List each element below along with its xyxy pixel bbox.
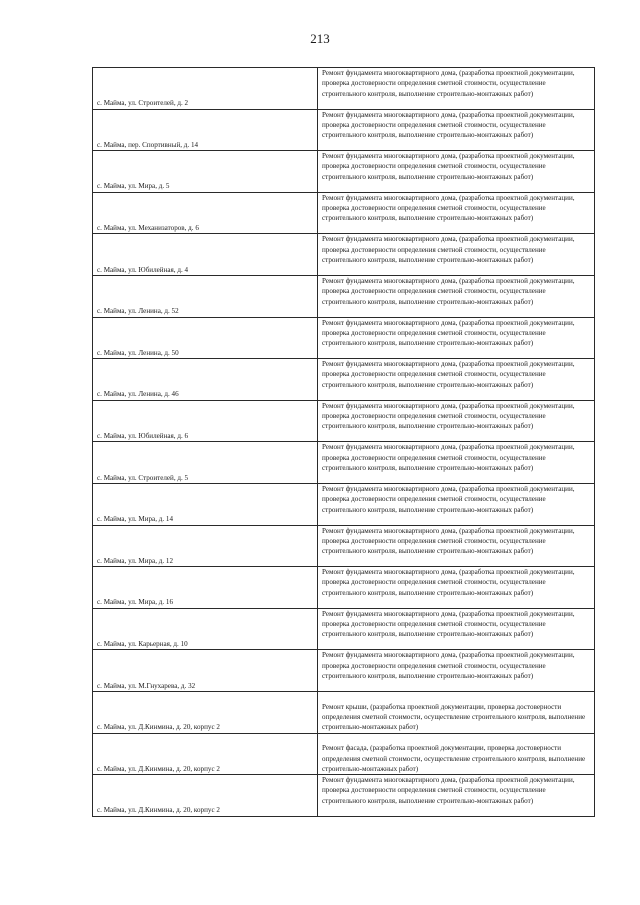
work-description-cell: Ремонт фундамента многоквартирного дома, (разработка проектной документации, проверка достоверности определения сметной стоимости, осуществление строительного контроля, выполнение строительно-монтажных работ) — [318, 525, 595, 567]
table-row — [93, 567, 595, 609]
work-description-cell: Ремонт фундамента многоквартирного дома, (разработка проектной документации, проверка достоверности определения сметной стоимости, осуществление строительного контроля, выполнение строительно-монтажных работ) — [318, 650, 595, 692]
address-cell: с. Майма, пер. Спортивный, д. 14 — [93, 109, 318, 151]
table-row — [93, 775, 595, 817]
table-row — [93, 608, 595, 650]
address-cell: с. Майма, ул. Мира, д. 16 — [93, 567, 318, 609]
work-description-cell: Ремонт фундамента многоквартирного дома, (разработка проектной документации, проверка достоверности определения сметной стоимости, осуществление строительного контроля, выполнение строительно-монтажных работ) — [318, 608, 595, 650]
address-cell: с. Майма, ул. М.Гнухарева, д. 32 — [93, 650, 318, 692]
table-row — [93, 359, 595, 401]
table-row — [93, 109, 595, 151]
address-cell: с. Майма, ул. Д.Кинмина, д. 20, корпус 2 — [93, 775, 318, 817]
address-cell: с. Майма, ул. Юбилейная, д. 6 — [93, 400, 318, 442]
address-cell: с. Майма, ул. Мира, д. 12 — [93, 525, 318, 567]
address-cell: с. Майма, ул. Строителей, д. 5 — [93, 442, 318, 484]
work-description-cell: Ремонт фундамента многоквартирного дома, (разработка проектной документации, проверка достоверности определения сметной стоимости, осуществление строительного контроля, выполнение строительно-монтажных работ) — [318, 192, 595, 234]
table-row — [93, 483, 595, 525]
address-cell: с. Майма, ул. Ленина, д. 52 — [93, 275, 318, 317]
work-description-cell: Ремонт фундамента многоквартирного дома, (разработка проектной документации, проверка достоверности определения сметной стоимости, осуществление строительного контроля, выполнение строительно-монтажных работ) — [318, 567, 595, 609]
work-description-cell: Ремонт фундамента многоквартирного дома, (разработка проектной документации, проверка достоверности определения сметной стоимости, осуществление строительного контроля, выполнение строительно-монтажных работ) — [318, 483, 595, 525]
works-table — [92, 67, 595, 817]
table-row — [93, 400, 595, 442]
address-cell: с. Майма, ул. Ленина, д. 50 — [93, 317, 318, 359]
address-cell: с. Майма, ул. Д.Кинмина, д. 20, корпус 2 — [93, 691, 318, 733]
work-description-cell: Ремонт фасада, (разработка проектной документации, проверка достоверности определения сметной стоимости, осуществление строительного контроля, выполнение строительно-монтажных работ) — [318, 733, 595, 775]
table-row — [93, 691, 595, 733]
work-description-cell: Ремонт фундамента многоквартирного дома, (разработка проектной документации, проверка достоверности определения сметной стоимости, осуществление строительного контроля, выполнение строительно-монтажных работ) — [318, 68, 595, 110]
table-row — [93, 68, 595, 110]
address-cell: с. Майма, ул. Строителей, д. 2 — [93, 68, 318, 110]
address-cell: с. Майма, ул. Мира, д. 5 — [93, 151, 318, 193]
address-cell: с. Майма, ул. Карьерная, д. 10 — [93, 608, 318, 650]
table-row — [93, 192, 595, 234]
table-row — [93, 525, 595, 567]
address-cell: с. Майма, ул. Юбилейная, д. 4 — [93, 234, 318, 276]
work-description-cell: Ремонт фундамента многоквартирного дома, (разработка проектной документации, проверка достоверности определения сметной стоимости, осуществление строительного контроля, выполнение строительно-монтажных работ) — [318, 275, 595, 317]
work-description-cell: Ремонт крыши, (разработка проектной документации, проверка достоверности определения сметной стоимости, осуществление строительного контроля, выполнение строительно-монтажных работ) — [318, 691, 595, 733]
table-row — [93, 442, 595, 484]
address-cell: с. Майма, ул. Механизаторов, д. 6 — [93, 192, 318, 234]
work-description-cell: Ремонт фундамента многоквартирного дома, (разработка проектной документации, проверка достоверности определения сметной стоимости, осуществление строительного контроля, выполнение строительно-монтажных работ) — [318, 359, 595, 401]
table-row — [93, 317, 595, 359]
work-description-cell: Ремонт фундамента многоквартирного дома, (разработка проектной документации, проверка достоверности определения сметной стоимости, осуществление строительного контроля, выполнение строительно-монтажных работ) — [318, 317, 595, 359]
address-cell: с. Майма, ул. Мира, д. 14 — [93, 483, 318, 525]
work-description-cell: Ремонт фундамента многоквартирного дома, (разработка проектной документации, проверка достоверности определения сметной стоимости, осуществление строительного контроля, выполнение строительно-монтажных работ) — [318, 400, 595, 442]
work-description-cell: Ремонт фундамента многоквартирного дома, (разработка проектной документации, проверка достоверности определения сметной стоимости, осуществление строительного контроля, выполнение строительно-монтажных работ) — [318, 775, 595, 817]
works-table-body — [93, 68, 595, 817]
address-cell: с. Майма, ул. Ленина, д. 46 — [93, 359, 318, 401]
table-row — [93, 275, 595, 317]
table-row — [93, 234, 595, 276]
work-description-cell: Ремонт фундамента многоквартирного дома, (разработка проектной документации, проверка достоверности определения сметной стоимости, осуществление строительного контроля, выполнение строительно-монтажных работ) — [318, 109, 595, 151]
work-description-cell: Ремонт фундамента многоквартирного дома, (разработка проектной документации, проверка достоверности определения сметной стоимости, осуществление строительного контроля, выполнение строительно-монтажных работ) — [318, 442, 595, 484]
address-cell: с. Майма, ул. Д.Кинмина, д. 20, корпус 2 — [93, 733, 318, 775]
table-row — [93, 151, 595, 193]
work-description-cell: Ремонт фундамента многоквартирного дома, (разработка проектной документации, проверка достоверности определения сметной стоимости, осуществление строительного контроля, выполнение строительно-монтажных работ) — [318, 151, 595, 193]
work-description-cell: Ремонт фундамента многоквартирного дома, (разработка проектной документации, проверка достоверности определения сметной стоимости, осуществление строительного контроля, выполнение строительно-монтажных работ) — [318, 234, 595, 276]
table-row — [93, 650, 595, 692]
page-number: 213 — [310, 31, 330, 46]
table-row — [93, 733, 595, 775]
